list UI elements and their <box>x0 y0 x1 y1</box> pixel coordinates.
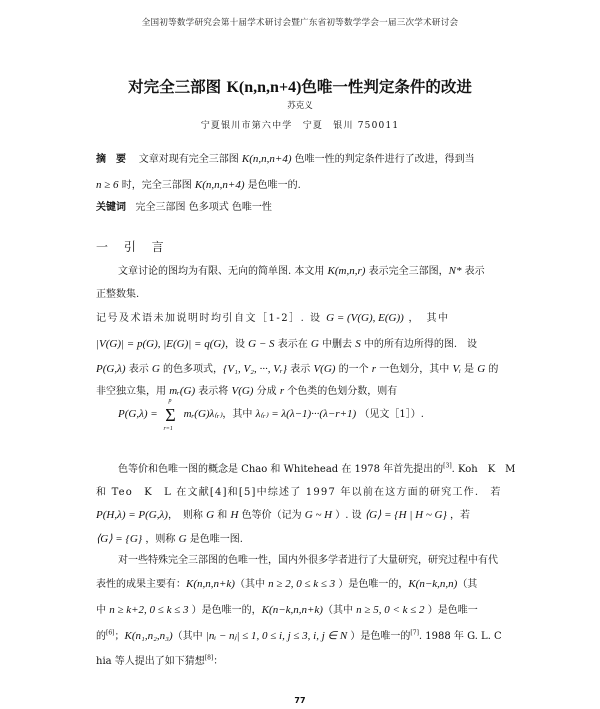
paragraph-line <box>96 601 478 616</box>
body-text: ，设 <box>224 339 249 350</box>
body-text: ）是色唯一 <box>424 605 478 616</box>
body-text: （其中 <box>322 605 357 616</box>
body-text: 个色类的色划分数，则有 <box>284 386 398 397</box>
body-text: ， 则称 <box>167 510 207 521</box>
body-text: ）是色唯一的， <box>335 579 409 590</box>
paragraph-line <box>96 309 450 324</box>
body-text: ）是色唯一的， <box>188 605 262 616</box>
body-text: ； <box>114 631 125 642</box>
math-expr: K(n,n,n+4) <box>194 179 245 191</box>
math-expr: G <box>206 509 215 521</box>
body-text: 的 <box>485 364 499 375</box>
math-expr: N* <box>448 265 462 277</box>
math-expr: H <box>230 509 239 521</box>
body-text: 是 <box>460 364 478 375</box>
math-expr: V(G) <box>313 363 336 375</box>
math-expr: r <box>371 363 377 375</box>
paragraph-line <box>96 382 397 397</box>
paragraph-line <box>96 285 139 300</box>
formula-lhs: P(G,λ) = <box>118 408 161 420</box>
body-text: 分成 <box>253 386 280 397</box>
running-header: 全国初等数学研究会第十届学术研讨会暨广东省初等数学学会一届三次学术研讨会 <box>141 18 459 28</box>
math-expr: K(n,n,n+k) <box>186 578 235 590</box>
math-expr: n ≥ 2, 0 ≤ k ≤ 3 <box>268 578 336 590</box>
abstract-line-2 <box>96 176 301 191</box>
body-text: 中的所有边所得的图. 设 <box>360 339 478 350</box>
citation-ref: [8] <box>204 654 214 662</box>
formula-sum-body: mᵣ(G)λ₍ᵣ₎ <box>183 408 223 420</box>
paragraph-line <box>118 460 515 475</box>
abstract-label: 摘 要 <box>96 154 126 165</box>
body-text: 文章讨论的图均为有限、无向的简单图. 本文用 <box>118 266 328 277</box>
abstract-text: 时，完全三部图 <box>118 180 195 191</box>
body-text: ： <box>213 656 224 667</box>
body-text: ）是色唯一的 <box>347 631 411 642</box>
body-text: 表示在 <box>274 339 311 350</box>
math-expr: K(m,n,r) <box>327 265 366 277</box>
math-expr: |nᵢ − nⱼ| ≤ 1, 0 ≤ i, j ≤ 3, i, j ∈ N <box>205 630 348 642</box>
math-expr: G <box>178 533 187 545</box>
math-expr: K(n,n,n+4) <box>241 153 292 165</box>
formula-rhs: λ₍ᵣ₎ = λ(λ−1)···(λ−r+1) <box>255 408 357 420</box>
paragraph-line <box>96 506 470 521</box>
body-text: （其中 <box>172 631 206 642</box>
sum-upper-limit: p <box>168 397 172 404</box>
math-expr: P(G,λ) <box>96 363 126 375</box>
abstract-text: 是色唯一的. <box>244 180 301 191</box>
paragraph-line <box>118 551 498 566</box>
math-expr: S <box>355 338 361 350</box>
paragraph-line <box>96 652 223 667</box>
section-heading: 一 引 言 <box>96 240 170 254</box>
body-text: 的 <box>96 631 106 642</box>
body-text: ，若 <box>446 510 471 521</box>
paragraph-line <box>96 360 498 375</box>
math-expr: n ≥ k+2, 0 ≤ k ≤ 3 <box>109 604 189 616</box>
math-expr: G − S <box>248 338 275 350</box>
math-expr: G <box>310 338 319 350</box>
title-prefix: 对完全三部图 <box>128 78 227 96</box>
math-expr: {V₁, V₂, ···, Vᵣ} <box>223 363 288 375</box>
math-expr: ⟨G⟩ = {H | H ~ G} <box>364 509 447 521</box>
math-expr: P(H,λ) = P(G,λ) <box>96 509 168 521</box>
body-text: 色等价和色唯一图的概念是 Chao 和 Whitehead 在 1978 年首先提出的 <box>118 464 444 475</box>
math-expr: K(n−k,n,n+k) <box>261 604 323 616</box>
math-expr: r <box>279 385 285 397</box>
citation-ref: [6] <box>106 629 115 637</box>
body-text: 中删去 <box>318 339 356 350</box>
keywords-text: 完全三部图 色多项式 色唯一性 <box>135 202 272 213</box>
math-expr: K(n−k,n,n) <box>408 578 458 590</box>
paragraph-line <box>96 575 477 590</box>
math-expr: G = (V(G), E(G)) <box>326 312 404 324</box>
math-expr: mᵣ(G) <box>169 385 196 397</box>
abstract-text: 色唯一性的判定条件进行了改进，得到当 <box>291 154 475 165</box>
body-text: 色等价（记为 <box>238 510 305 521</box>
body-text: 的色多项式， <box>159 364 224 375</box>
body-text: 和 Teo K L 在文献[4]和[5]中综述了 1997 年以前在这方面的研究工作. 若 <box>96 487 502 498</box>
body-text: （其 <box>457 579 478 590</box>
body-text: 表示 <box>461 266 485 277</box>
paragraph-line <box>96 627 502 642</box>
citation: （见文［1］）. <box>359 409 424 420</box>
math-expr: K(n₁,n₂,n₃) <box>124 630 173 642</box>
title-formula: K(n,n,n+4) <box>226 79 302 96</box>
body-text: hia 等人提出了如下猜想 <box>96 656 205 667</box>
body-text: . Koh K M <box>451 464 516 475</box>
body-text: 一色划分，其中 <box>376 364 453 375</box>
display-formula <box>118 397 424 432</box>
paragraph-line <box>96 530 243 545</box>
math-expr: V(G) <box>231 385 254 397</box>
body-text: ）. 设 <box>332 510 365 521</box>
math-expr: G <box>151 363 160 375</box>
paragraph-line <box>96 335 477 350</box>
summation-symbol <box>160 397 180 432</box>
body-text: 的一个 <box>335 364 372 375</box>
abstract-text: 文章对现有完全三部图 <box>138 154 242 165</box>
paper-title <box>0 75 600 97</box>
body-text: （其中 <box>234 579 269 590</box>
paragraph-line <box>118 262 485 277</box>
body-text: 中 <box>96 605 110 616</box>
paragraph-line <box>96 483 502 498</box>
body-text: 表示将 <box>195 386 232 397</box>
keywords-label: 关键词 <box>96 202 126 213</box>
body-text: 和 <box>214 510 231 521</box>
body-text: ，其中 <box>222 409 256 420</box>
body-text: 表示 <box>287 364 314 375</box>
page-number: 77 <box>294 696 306 705</box>
math-expr: |V(G)| = p(G), |E(G)| = q(G) <box>96 338 225 350</box>
citation-ref: [7] <box>410 629 419 637</box>
body-text: 记号及术语未加说明时均引自文［1-2］. 设 <box>96 313 327 324</box>
body-text: 非空独立集，用 <box>96 386 170 397</box>
body-text: ，则称 <box>142 534 179 545</box>
abstract-line-1 <box>96 150 475 165</box>
body-text: 正整数集. <box>96 289 140 300</box>
keywords-line <box>96 198 272 213</box>
citation-ref: [3] <box>443 462 452 470</box>
body-text: ， 其中 <box>403 313 450 324</box>
math-expr: n ≥ 6 <box>96 179 119 191</box>
math-expr: G <box>477 363 486 375</box>
math-expr: n ≥ 5, 0 < k ≤ 2 <box>356 604 425 616</box>
body-text: 对一些特殊完全三部图的色唯一性，国内外很多学者进行了大量研究，研究过程中有代 <box>118 555 498 566</box>
body-text: 表性的成果主要有： <box>96 579 186 590</box>
author: 苏克义 <box>287 101 313 111</box>
body-text: 表示完全三部图， <box>365 266 449 277</box>
math-expr: ⟨G⟩ = {G} <box>96 533 143 545</box>
sum-lower-limit: r=1 <box>163 425 173 432</box>
math-expr: G ~ H <box>304 509 333 521</box>
body-text: 表示 <box>125 364 152 375</box>
math-expr: Vᵢ <box>452 363 461 375</box>
body-text: 是色唯一图. <box>186 534 243 545</box>
body-text: . 1988 年 G. L. C <box>418 631 502 642</box>
sigma-icon: Σ <box>165 404 176 425</box>
affiliation: 宁夏银川市第六中学 宁夏 银川 750011 <box>200 121 400 131</box>
title-suffix: 色唯一性判定条件的改进 <box>301 78 472 96</box>
